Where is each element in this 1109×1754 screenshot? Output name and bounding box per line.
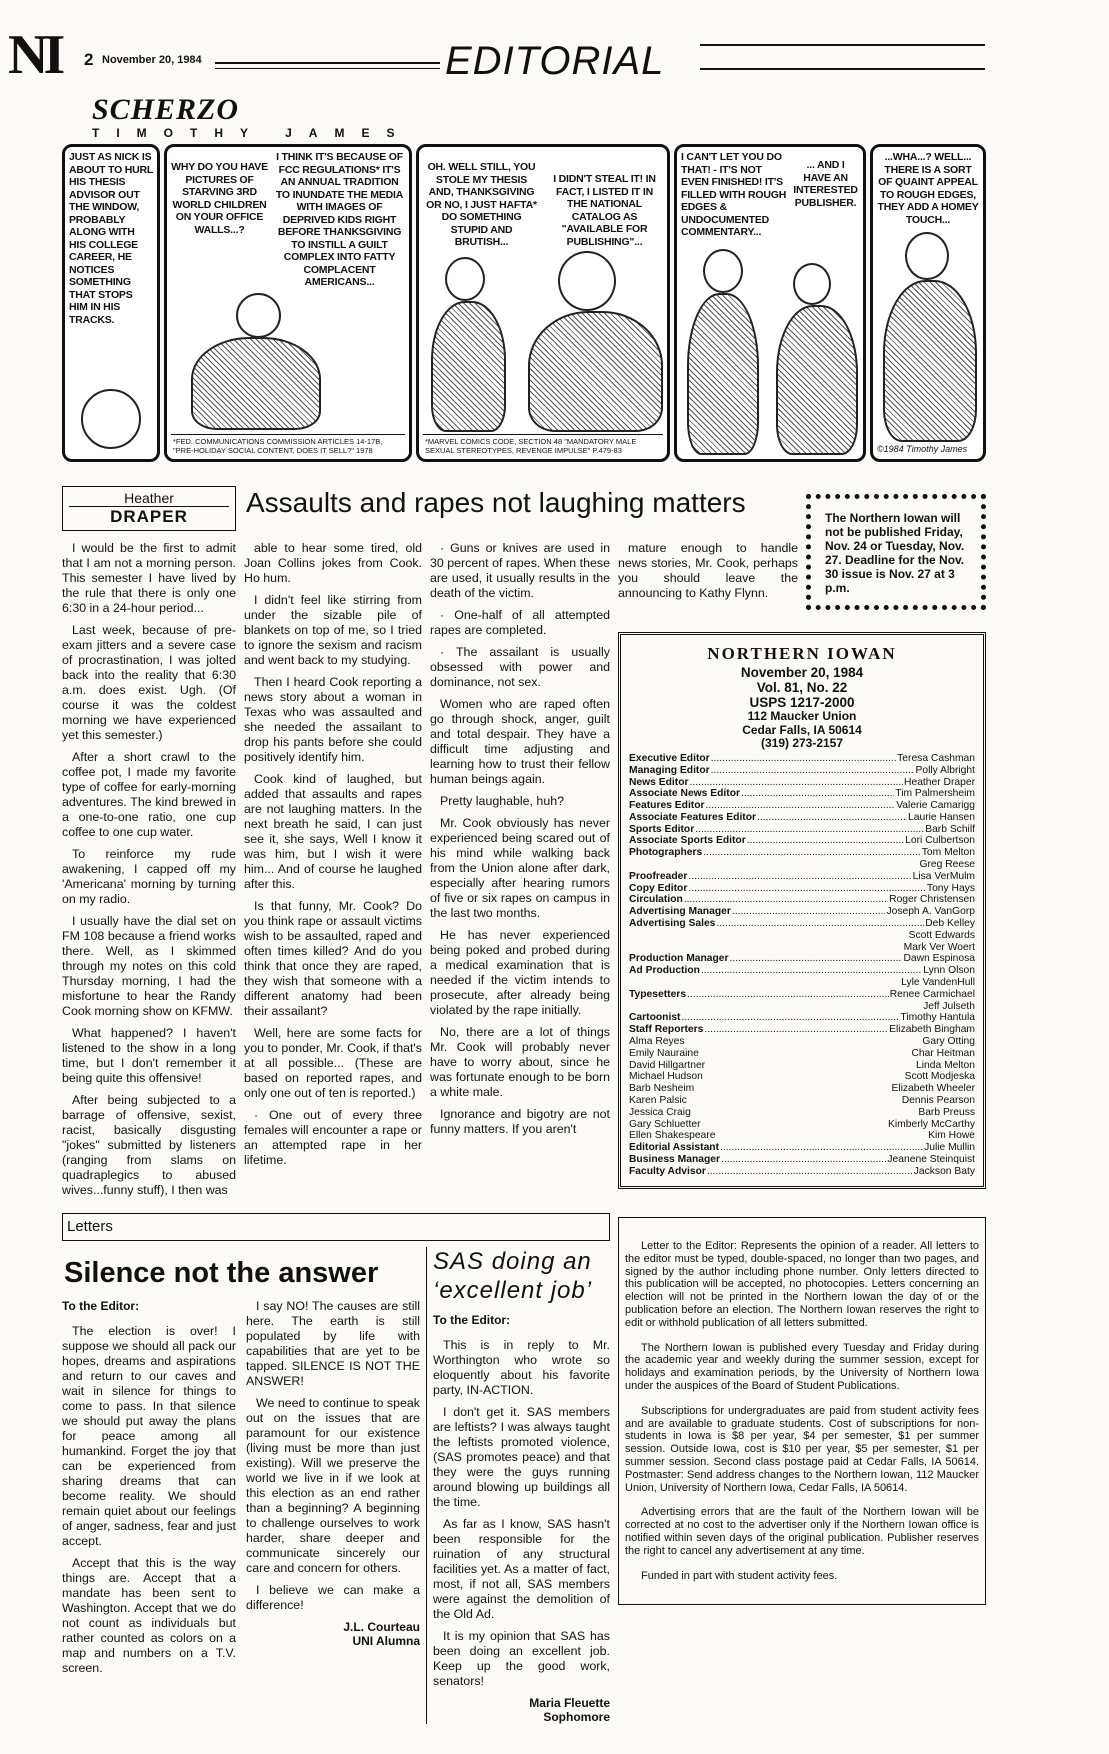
newspaper-logo: NI <box>8 24 61 86</box>
staff-row <box>629 1071 975 1083</box>
paragraph: · One out of every three females will encounter a rape or an attempted rape in her lifetime. <box>244 1108 422 1167</box>
staff-row <box>629 847 975 859</box>
staff-role: Associate Features Editor <box>629 811 757 823</box>
staff-name: Alma Reyes <box>629 1036 685 1048</box>
character-drawing <box>703 249 743 293</box>
staff-name: Lori Culbertson <box>905 835 975 847</box>
panel-art <box>681 239 859 456</box>
masthead-box <box>618 632 986 1188</box>
staff-name: Jeanene Steinquist <box>887 1154 975 1165</box>
letter-column-2 <box>246 1299 420 1613</box>
staff-name: Heather Draper <box>904 776 975 788</box>
comic-title: SCHERZO <box>92 93 240 126</box>
staff-name: Mark Ver Woert <box>903 941 975 953</box>
staff-name: Gary Schluetter <box>629 1118 701 1130</box>
paragraph: I usually have the dial set on FM 108 because a friend works there. Well, as I skimmed through my notes on this cold Thursday morning, I had the misfortune to hear the Randy Cook morning show on KFMW. <box>62 914 236 1018</box>
staff-row <box>629 1166 975 1178</box>
page-content <box>62 486 986 1724</box>
staff-name: Lisa VerMulm <box>912 870 975 882</box>
letter-salutation: To the Editor: <box>433 1313 511 1327</box>
comic-panel-3 <box>416 144 670 462</box>
staff-name: Timothy Hantula <box>900 1012 975 1024</box>
paragraph: Cook kind of laughed, but added that assaults and rapes are not laughing matters. In the next breath he said, I can just see it, she says, Well I know it was him, but I wish it were him... And of course he laughed after this. <box>244 772 422 891</box>
leader-dots <box>695 824 924 836</box>
staff-row <box>629 930 975 942</box>
character-drawing <box>445 257 485 301</box>
speech-bubble: I THINK IT'S BECAUSE OF FCC REGULATIONS* IT'S AN ANNUAL TRADITION TO INUNDATE THE MEDIA WITH IMAGES OF DEPRIVED KIDS RIGHT BEFORE THANKSGIVING TO INSTILL A GUILT COMPLEX INTO FATTY COMPLACENT AMERICANS... <box>275 151 404 288</box>
letters-section-label: Letters <box>62 1213 610 1241</box>
paragraph: The election is over! I suppose we should all pack our hopes, dreams and aspirations and return to our caves and wait in silence for things to come to pass. In that silence we should put away the plans for peace among all humankind. Forget the joy that can be experienced from sharing dreams that can become reality. We should remain quiet about our feelings of anger, sadness, fear and just accept. <box>62 1324 236 1548</box>
panel-text <box>69 151 153 326</box>
staff-name: Gary Otting <box>922 1036 975 1048</box>
staff-name: Tony Hays <box>926 882 975 894</box>
letter-column-2-wrap <box>246 1299 420 1683</box>
staff-name: Barb Preuss <box>918 1106 975 1118</box>
signature-title: Sophomore <box>543 1710 610 1724</box>
character-drawing <box>236 293 281 338</box>
staff-row <box>629 906 975 918</box>
paragraph: able to hear some tired, old Joan Collins jokes from Cook. Ho hum. <box>244 541 422 585</box>
author-last-name: DRAPER <box>69 506 229 527</box>
masthead-title: NORTHERN IOWAN <box>707 644 897 664</box>
paragraph: He has never experienced being poked and probed during a medical examination that is needed if the victim intends to prosecute, after already being violated by the rape initially. <box>430 928 610 1017</box>
speech-bubble: WHY DO YOU HAVE PICTURES OF STARVING 3RD WORLD CHILDREN ON YOUR OFFICE WALLS...? <box>171 161 268 236</box>
staff-name: Kim Howe <box>928 1130 975 1142</box>
staff-row <box>629 977 975 989</box>
masthead-city: Cedar Falls, IA 50614 <box>742 722 862 737</box>
staff-name: Elizabeth Wheeler <box>891 1083 975 1095</box>
paragraph: It is my opinion that SAS has been doing an excellent job. Keep up the good work, senators! <box>433 1629 610 1688</box>
staff-row <box>629 1048 975 1060</box>
panel-art <box>69 326 153 455</box>
panel-text <box>877 151 979 226</box>
masthead-volume: Vol. 81, No. 22 <box>756 680 848 696</box>
staff-role: Advertising Sales <box>629 918 716 930</box>
staff-name: Greg Reese <box>919 859 975 871</box>
staff-name: Lyle VandenHull <box>901 977 975 989</box>
character-drawing <box>687 293 759 456</box>
leader-dots <box>704 1024 888 1036</box>
staff-name: Tim Palmersheim <box>895 788 975 800</box>
panel-art <box>877 226 979 444</box>
staff-name: Kimberly McCarthy <box>888 1118 975 1130</box>
staff-name: Scott Modjeska <box>904 1071 975 1083</box>
section-title: EDITORIAL <box>445 39 665 83</box>
staff-role: Copy Editor <box>629 882 688 894</box>
staff-role: Ad Production <box>629 965 700 977</box>
paragraph: Pretty laughable, huh? <box>440 794 564 808</box>
letter-signature <box>246 1620 420 1648</box>
staff-role: Typesetters <box>629 988 687 1000</box>
leader-dots <box>684 894 888 906</box>
staff-row <box>629 1119 975 1131</box>
speech-bubble: I CAN'T LET YOU DO THAT! - IT'S NOT EVEN FINISHED! IT'S FILLED WITH ROUGH EDGES & UNDOCUMENTED COMMENTARY... <box>681 151 787 238</box>
staff-name: Elizabeth Bingham <box>889 1024 975 1036</box>
leader-dots <box>690 777 904 789</box>
leader-dots <box>703 847 921 859</box>
paragraph: I would be the first to admit that I am not a morning person. This semester I have lived by the rule that there is only one 6:30 in a 24-hour period... <box>62 541 236 615</box>
staff-row <box>629 859 975 871</box>
paragraph: · The assailant is usually obsessed with power and dominance, not sex. <box>430 645 610 689</box>
panel-text <box>171 151 405 289</box>
staff-name: Linda Melton <box>916 1059 975 1071</box>
staff-row <box>629 753 975 765</box>
leader-dots <box>711 765 915 777</box>
letter-sas <box>426 1247 610 1724</box>
staff-name: Karen Palsic <box>629 1095 687 1107</box>
leader-dots <box>720 1142 923 1154</box>
staff-row <box>629 1095 975 1107</box>
paragraph: Subscriptions for undergraduates are paid from student activity fees and are available to graduate students. Cost of subscriptions for non-students in Iowa is $8 per year, $4 per semester, $1 per summer session. Outside Iowa, cost is $10 per year, $5 per semester, $1 per summer session. Second class postage paid at Cedar Falls, IA 50614. Postmaster: Send address changes to the Northern Iowan, 112 Maucker Union, University of Northern Iowa, Cedar Falls, IA 50614. <box>625 1404 979 1494</box>
staff-row <box>629 918 975 930</box>
character-drawing <box>431 301 506 433</box>
staff-name: Emily Nauraine <box>629 1047 699 1059</box>
letter-column-1 <box>62 1324 236 1676</box>
staff-role: Associate Sports Editor <box>629 835 746 847</box>
publication-notice: The Northern Iowan will not be published Friday, Nov. 24 or Tuesday, Nov. 27. Deadline for the Nov. 30 issue is Nov. 27 at 3 p.m. <box>806 494 986 610</box>
letters-section <box>62 1213 610 1724</box>
staff-row <box>629 788 975 800</box>
author-byline <box>62 486 236 531</box>
staff-name: Jessica Craig <box>629 1106 691 1118</box>
paragraph: Accept that this is the way things are. Accept that a mandate has been sent to Washington. Accept that we do not count as individuals but rather counted as colors on a map and numbers on a T.V. screen. <box>62 1556 236 1675</box>
character-drawing <box>883 280 977 442</box>
staff-row <box>629 824 975 836</box>
leader-dots <box>747 835 904 847</box>
staff-name: Renee Carmichael <box>889 988 975 1000</box>
masthead-phone: (319) 273-2157 <box>760 736 844 751</box>
paragraph: As far as I know, SAS hasn't been responsible for the ruination of any structural facilities yet. As a matter of fact, most, if not all, SAS members were against the demolition of the Old Ad. <box>433 1517 610 1621</box>
staff-name: Teresa Cashman <box>897 752 975 764</box>
paragraph: What happened? I haven't listened to the show in a long time, but I don't remember it being quite this offensive! <box>62 1026 236 1085</box>
staff-row <box>629 1083 975 1095</box>
letter-body <box>433 1338 610 1689</box>
signature-title: UNI Alumna <box>352 1634 420 1648</box>
staff-row <box>629 1142 975 1154</box>
staff-role: Executive Editor <box>629 752 710 764</box>
staff-row <box>629 942 975 954</box>
letter-columns <box>62 1299 420 1683</box>
paragraph: Last week, because of pre-exam jitters and a severe case of procrastination, I was jolted back into the reality that 6:30 a.m. does exist. Ugh. (Of course it was the coldest morning we have experienced yet this semester.) <box>62 623 236 742</box>
leader-dots <box>716 918 924 930</box>
panel-art <box>171 289 405 435</box>
masthead-address: 112 Maucker Union <box>747 709 857 724</box>
staff-name: Scott Edwards <box>908 929 975 941</box>
letters-body <box>62 1247 610 1724</box>
staff-name: Barb Schilf <box>925 823 975 835</box>
signature-name: J.L. Courteau <box>343 1620 420 1634</box>
paragraph: I believe we can make a difference! <box>246 1583 420 1612</box>
leader-dots <box>730 953 903 965</box>
paragraph: Women who are raped often go through shock, anger, guilt and total despair. They have a difficult time adjusting and learning how to trust their fellow human beings again. <box>430 697 610 786</box>
leader-dots <box>688 883 926 895</box>
leader-dots <box>701 965 922 977</box>
editorial-column-1 <box>62 541 236 1205</box>
comic-panel-1 <box>62 144 160 462</box>
author-first-name: Heather <box>124 490 174 506</box>
signature-name: Maria Fleuette <box>529 1696 610 1710</box>
staff-name: Tom Melton <box>921 847 975 859</box>
character-drawing <box>905 232 949 280</box>
staff-row <box>629 894 975 906</box>
letter-column-1-wrap <box>62 1299 236 1683</box>
character-drawing <box>191 337 321 431</box>
paragraph: Well, here are some facts for you to ponder, Mr. Cook, if that's at all possible... (These are based on reported rapes, and only one out of ten is reported.) <box>244 1026 422 1100</box>
leader-dots <box>688 871 911 883</box>
paragraph: Letter to the Editor: Represents the opinion of a reader. All letters to the editor must be typed, double-spaced, no longer than two pages, and signed by the author including phone number. Only letters directed to this publication will be accepted, no photocopies. Letters concerning an election will not be printed in the Northern Iowan the day of or the publication before an election. The Northern Iowan reserves the right to edit or withhold publication of all letters submitted. <box>625 1240 979 1329</box>
staff-role: Managing Editor <box>629 764 710 776</box>
caption: JUST AS NICK IS ABOUT TO HURL HIS THESIS ADVISOR OUT THE WINDOW, PROBABLY ALONG WITH HIS COLLEGE CAREER, HE NOTICES SOMETHING THAT STOPS HIM IN HIS TRACKS. <box>69 151 153 326</box>
masthead-info <box>629 665 975 751</box>
paragraph: · Guns or knives are used in 30 percent of rapes. When these are used, it usually results in the death of the victim. <box>430 541 610 600</box>
staff-role: Proofreader <box>629 870 688 882</box>
paragraph: Funded in part with student activity fees. <box>641 1569 838 1582</box>
paragraph: We need to continue to speak out on the issues that are paramount for our existence (living must be more than just existing). Will we preserve the world we live in if we look at this election as an end rather than a beginning? A beginning to challenge ourselves to work harder, share deeper and communicate sincerely our care and concern for others. <box>246 1396 420 1575</box>
paragraph: Ignorance and bigotry are not funny matters. If you aren't <box>430 1107 610 1136</box>
staff-row <box>629 1001 975 1013</box>
leader-dots <box>687 989 889 1001</box>
staff-role: Business Manager <box>629 1154 720 1165</box>
staff-list <box>629 753 975 1178</box>
leader-dots <box>711 753 896 765</box>
staff-row <box>629 965 975 977</box>
paragraph: After being subjected to a barrage of offensive, sexist, racist, basically disgusting "jokes" submitted by listeners (ranging from slams on quadraplegics to abused wives...funny stuff), I then was <box>62 1093 236 1197</box>
panel-text <box>423 151 663 249</box>
staff-row <box>629 953 975 965</box>
paragraph: Advertising errors that are the fault of the Northern Iowan will be corrected at no cost to the advertiser only if the Northern Iowan office is notified within seven days of the original publication. Publisher reserves the right to cancel any advertisement at any time. <box>625 1506 979 1557</box>
editorial-headline: Assaults and rapes not laughing matters <box>246 487 746 518</box>
paragraph: After a short crawl to the coffee pot, I made my favorite type of coffee for early-morning adventures. The kind brewed in a one-to-one ratio, one cup coffee to one cup water. <box>62 750 236 839</box>
staff-row <box>629 989 975 1001</box>
comic-panel-4 <box>674 144 866 462</box>
staff-name: Jackson Baty <box>913 1165 975 1177</box>
paragraph: I don't get it. SAS members are leftists? I was always taught the leftists promoted violence, (SAS promotes peace) and that they were the guys running around blowing up buildings all the time. <box>433 1405 610 1509</box>
staff-name: Barb Nesheim <box>629 1083 695 1095</box>
staff-name: Dennis Pearson <box>901 1095 975 1107</box>
staff-name: Polly Albright <box>915 764 975 776</box>
staff-name: Joseph A. VanGorp <box>886 906 975 918</box>
comic-panel-5 <box>870 144 986 462</box>
leader-dots <box>732 906 886 918</box>
staff-name: Laurie Hansen <box>908 811 975 823</box>
panel-text <box>681 151 859 239</box>
staff-name: Jeff Julseth <box>923 1000 975 1012</box>
staff-row <box>629 871 975 883</box>
staff-name: Lynn Olson <box>923 965 975 977</box>
letter-silence <box>62 1247 426 1724</box>
leader-dots <box>682 1012 900 1024</box>
staff-row <box>629 1060 975 1072</box>
staff-row <box>629 1036 975 1048</box>
editorial-column-4 <box>618 541 798 608</box>
paragraph: Then I heard Cook reporting a news story about a woman in Texas who was assaulted and she needed the assailant to drop his pants before she could positively identify him. <box>244 675 422 764</box>
staff-row <box>629 835 975 847</box>
letter-salutation: To the Editor: <box>62 1299 140 1313</box>
staff-role: Staff Reporters <box>629 1024 704 1036</box>
staff-role: Production Manager <box>629 953 729 965</box>
character-drawing <box>793 263 831 305</box>
paragraph: The Northern Iowan is published every Tuesday and Friday during the academic year and weekly during the summer session, except for holidays and examination periods, by the University of Northern Iowa under the auspices of the Board of Student Publications. <box>625 1341 979 1392</box>
letter-headline: SAS doing an ‘excellent job’ <box>433 1248 593 1304</box>
staff-role: Associate News Editor <box>629 788 741 800</box>
staff-name: Deb Kelley <box>925 918 975 930</box>
footnote: *MARVEL COMICS CODE, SECTION 48 "MANDATORY MALE SEXUAL STEREOTYPES, REVENGE IMPULSE" P.479-83 <box>423 434 663 455</box>
leader-dots <box>707 1166 913 1178</box>
paragraph: Mr. Cook obviously has never experienced being scared out of his mind while walking back from the Union alone after dark, especially after hearing rumors of five or six rapes on campus in the last two months. <box>430 816 610 920</box>
comic-signature: ©1984 Timothy James <box>877 444 968 454</box>
staff-row <box>629 812 975 824</box>
character-drawing <box>528 311 663 433</box>
masthead-usps: USPS 1217-2000 <box>749 695 855 711</box>
masthead-date: November 20, 1984 <box>740 665 864 681</box>
editorial-column-3 <box>430 541 610 1144</box>
editorial-column-2 <box>244 541 422 1175</box>
staff-row <box>629 883 975 895</box>
paragraph: I say NO! The causes are still here. The earth is still populated by life with capabilities that are yet to be tapped. SILENCE IS NOT THE ANSWER! <box>246 1299 420 1388</box>
character-drawing <box>776 305 858 456</box>
staff-role: Advertising Manager <box>629 906 731 918</box>
issue-date: November 20, 1984 <box>102 54 202 66</box>
staff-name: Julie Mullin <box>924 1142 975 1154</box>
staff-name: Michael Hudson <box>629 1071 703 1083</box>
staff-role: Photographers <box>629 847 703 859</box>
staff-row <box>629 1154 975 1166</box>
staff-role: Circulation <box>629 894 683 906</box>
paragraph: Is that funny, Mr. Cook? Do you think rape or assault victims wish to be assaulted, raped and often times killed? And do you think that once they are raped, they wish that someone with a different anatomy had been their assailant? <box>244 899 422 1018</box>
letter-headline: Silence not the answer <box>64 1257 379 1289</box>
page-number: 2 <box>84 50 94 69</box>
staff-name: Ellen Shakespeare <box>629 1130 716 1142</box>
staff-row <box>629 800 975 812</box>
staff-row <box>629 1107 975 1119</box>
staff-row <box>629 777 975 789</box>
speech-bubble: ... AND I HAVE AN INTERESTED PUBLISHER. <box>793 159 858 209</box>
character-drawing <box>558 251 616 311</box>
staff-row <box>629 1012 975 1024</box>
staff-role: News Editor <box>629 776 689 788</box>
paragraph: I didn't feel like stirring from under the sizable pile of blankets on top of me, so I tried to ignore the sexism and racism and went back to my studying. <box>244 593 422 667</box>
policy-notes <box>625 1240 979 1582</box>
staff-name: Char Heitman <box>911 1047 975 1059</box>
staff-name: David Hillgartner <box>629 1059 706 1071</box>
comic-strip <box>62 144 986 462</box>
panel-art <box>423 249 663 435</box>
comic-panel-2 <box>164 144 412 462</box>
staff-role: Features Editor <box>629 800 705 812</box>
speech-bubble: ...WHA...? WELL... THERE IS A SORT OF QUAINT APPEAL TO ROUGH EDGES, THEY ADD A HOMEY TOUCH... <box>877 151 979 226</box>
leader-dots <box>757 812 907 824</box>
speech-bubble: OH. WELL STILL, YOU STOLE MY THESIS AND, THANKSGIVING OR NO, I JUST HAFTA* DO SOMETHING STUPID AND BRUTISH... <box>426 161 537 248</box>
staff-name: Valerie Camarigg <box>896 800 975 812</box>
character-drawing <box>81 389 141 449</box>
comic-artist: TIMOTHY JAMES <box>92 126 412 140</box>
letter-signature <box>433 1696 610 1724</box>
staff-role: Cartoonist <box>629 1012 681 1024</box>
staff-row <box>629 1130 975 1142</box>
paragraph: To reinforce my rude awakening, I capped off my 'Americana' morning by turning on my radio. <box>62 847 236 906</box>
leader-dots <box>741 788 894 800</box>
staff-row <box>629 1024 975 1036</box>
paragraph: · One-half of all attempted rapes are completed. <box>430 608 610 637</box>
staff-name: Roger Christensen <box>889 894 975 906</box>
staff-role: Editorial Assistant <box>629 1142 720 1154</box>
paragraph: mature enough to handle news stories, Mr. Cook, perhaps you should leave the announcing to Kathy Flynn. <box>618 541 798 600</box>
staff-name: Dawn Espinosa <box>903 953 975 965</box>
staff-role: Faculty Advisor <box>629 1165 706 1177</box>
staff-role: Sports Editor <box>629 823 695 835</box>
footnote: *FED. COMMUNICATIONS COMMISSION ARTICLES 14-17B, "PRE-HOLIDAY SOCIAL CONTENT, DOES IT SELL?" 1978 <box>171 434 405 455</box>
policy-box <box>618 1217 986 1605</box>
staff-row <box>629 765 975 777</box>
speech-bubble: I DIDN'T STEAL IT! IN FACT, I LISTED IT IN THE NATIONAL CATALOG AS "AVAILABLE FOR PUBLISHING"... <box>553 173 656 248</box>
leader-dots <box>706 800 896 812</box>
paragraph: This is in reply to Mr. Worthington who wrote so eloquently about his favorite party, IN-ACTION. <box>433 1338 610 1397</box>
paragraph: No, there are a lot of things Mr. Cook will probably never have to worry about, since he was fortunate enough to be born a white male. <box>430 1025 610 1099</box>
leader-dots <box>721 1154 886 1166</box>
